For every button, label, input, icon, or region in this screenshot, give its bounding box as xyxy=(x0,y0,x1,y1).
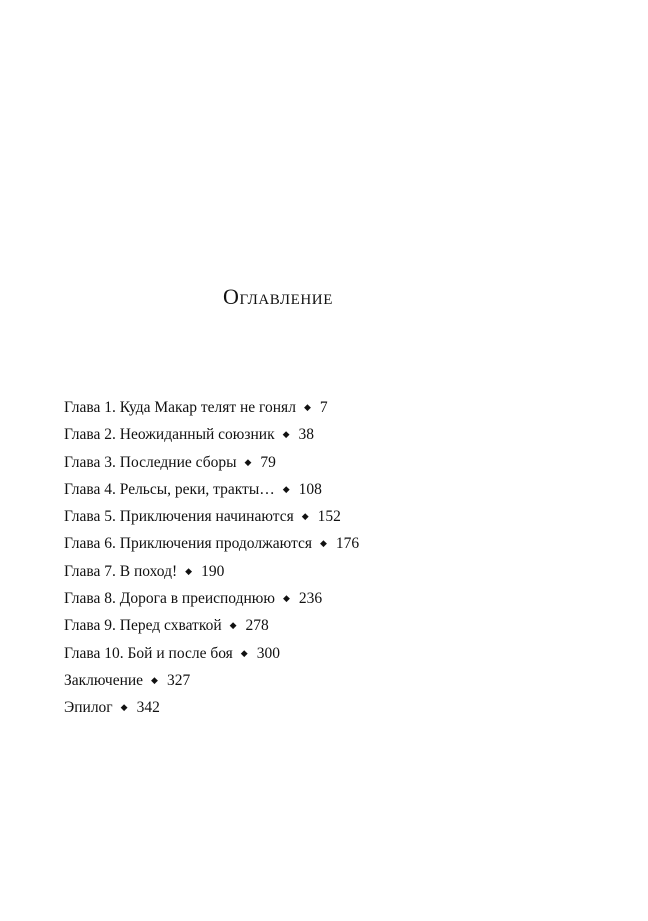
toc-entry-title: Глава 5. Приключения начинаются xyxy=(64,508,294,526)
diamond-separator-icon: ◆ xyxy=(282,429,290,440)
toc-entry xyxy=(64,505,359,532)
toc-entry-title: Заключение xyxy=(64,671,144,689)
toc-entry-title: Глава 10. Бой и после боя xyxy=(64,644,233,662)
toc-entry-page: 342 xyxy=(136,699,160,717)
toc-entry xyxy=(64,669,359,696)
toc-entry xyxy=(64,532,359,559)
diamond-separator-icon: ◆ xyxy=(151,674,158,685)
diamond-separator-icon: ◆ xyxy=(244,456,252,467)
toc-entry xyxy=(64,614,359,641)
diamond-separator-icon: ◆ xyxy=(229,620,237,631)
toc-entry-title: Глава 3. Последние сборы xyxy=(64,453,237,471)
toc-entry xyxy=(64,396,359,423)
toc-entry-page: 278 xyxy=(245,617,269,635)
toc-entry xyxy=(64,587,359,614)
diamond-separator-icon: ◆ xyxy=(282,483,290,494)
toc-entry xyxy=(64,696,359,723)
toc-entry-title: Глава 7. В поход! xyxy=(64,562,178,580)
diamond-separator-icon: ◆ xyxy=(240,647,248,658)
toc-entry xyxy=(64,642,359,669)
toc-entry-page: 38 xyxy=(298,426,315,444)
toc-entry-page: 7 xyxy=(319,399,328,416)
diamond-separator-icon: ◆ xyxy=(185,565,193,576)
diamond-separator-icon: ◆ xyxy=(282,593,290,604)
toc-entry-page: 79 xyxy=(260,453,276,471)
toc-entry-title: Эпилог xyxy=(64,699,113,717)
toc-entry-page: 108 xyxy=(298,480,322,498)
diamond-separator-icon: ◆ xyxy=(120,702,128,713)
toc-entry xyxy=(64,478,359,505)
toc-entry-title: Глава 4. Рельсы, реки, тракты… xyxy=(64,480,275,498)
toc-entry-title: Глава 8. Дорога в преисподнюю xyxy=(64,590,275,608)
toc-entry-title: Глава 2. Неожиданный союзник xyxy=(64,426,275,444)
toc-entry-title: Глава 9. Перед схваткой xyxy=(64,617,222,635)
diamond-separator-icon: ◆ xyxy=(320,538,327,549)
toc-entry-page: 190 xyxy=(201,562,225,580)
toc-entry-page: 327 xyxy=(166,671,191,689)
toc-entry-title: Глава 6. Приключения продолжаются xyxy=(64,535,312,553)
table-of-contents xyxy=(64,396,359,724)
diamond-separator-icon: ◆ xyxy=(303,402,311,412)
toc-entry-page: 152 xyxy=(317,508,341,526)
diamond-separator-icon: ◆ xyxy=(301,511,309,522)
toc-entry xyxy=(64,451,359,478)
toc-entry xyxy=(64,423,359,450)
toc-entry xyxy=(64,560,359,587)
page-title: Оглавление xyxy=(222,284,334,309)
toc-entry-page: 300 xyxy=(256,644,280,662)
toc-entry-page: 236 xyxy=(298,590,323,608)
toc-entry-page: 176 xyxy=(335,535,360,553)
toc-entry-title: Глава 1. Куда Макар телят не гонял xyxy=(64,399,296,416)
